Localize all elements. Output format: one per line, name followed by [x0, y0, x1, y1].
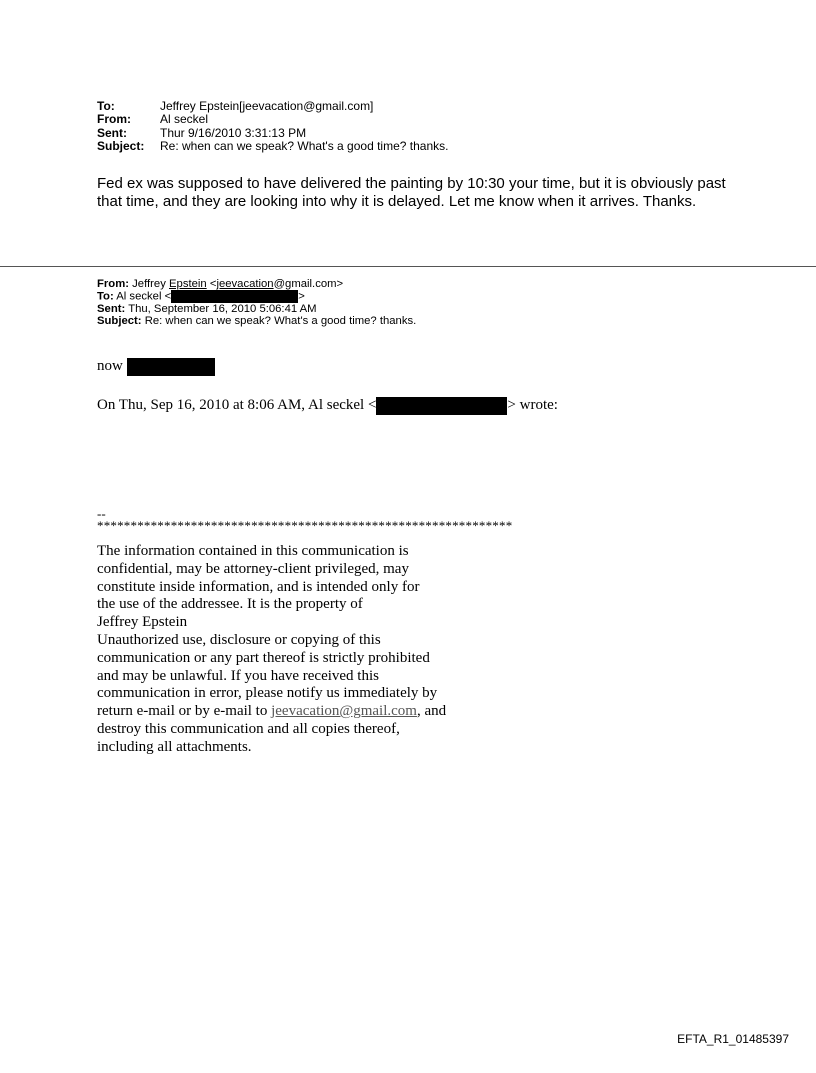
header-subject-row — [97, 140, 448, 153]
subject-value: Re: when can we speak? What's a good time? thanks. — [160, 139, 449, 154]
disclaimer-line: including all attachments. — [97, 738, 252, 755]
disclaimer-line: Jeffrey Epstein — [97, 614, 188, 631]
header-from-row — [97, 113, 448, 126]
header-sent-row — [97, 127, 448, 140]
email-link[interactable]: jeevacation@gmail.com — [271, 703, 417, 720]
sent-value: Thur 9/16/2010 3:31:13 PM — [160, 125, 307, 140]
quoted-from-email: jeevacation — [216, 278, 274, 290]
sent-label: Sent: — [97, 125, 127, 140]
disclaimer-line: and may be unlawful. If you have received this — [97, 667, 379, 684]
quoted-subject-row — [97, 315, 416, 327]
quoted-from-row — [97, 278, 416, 290]
disclaimer-line10-post: , and — [416, 703, 447, 720]
quoted-from-email-pre: < — [206, 278, 217, 290]
quoted-from-name-a: Jeffrey — [132, 278, 169, 290]
reply-text: now — [97, 358, 123, 374]
quoted-subject-value: Re: when can we speak? What's a good time? thanks. — [144, 315, 417, 328]
redaction-block — [127, 358, 215, 376]
quoted-to-post: > — [298, 290, 305, 303]
header-to-row — [97, 100, 448, 113]
disclaimer-line: the use of the addressee. It is the property of — [97, 596, 363, 613]
from-label: From: — [97, 112, 131, 127]
disclaimer-line: confidential, may be attorney-client privileged, may — [97, 560, 409, 577]
wrote-line — [97, 396, 558, 415]
disclaimer-line: communication or any part thereof is strictly prohibited — [97, 649, 430, 666]
quoted-sent-row — [97, 303, 416, 315]
disclaimer-line: Unauthorized use, disclosure or copying of this — [97, 631, 381, 648]
subject-label: Subject: — [97, 139, 145, 154]
message-body: Fed ex was supposed to have delivered the painting by 10:30 your time, but it is obviously past that time, and they are looking into why it is delayed. Let me know when it arrives. Thanks. — [97, 175, 726, 210]
signature-stars: ************************************************************** — [97, 518, 513, 533]
wrote-post: > wrote: — [507, 397, 558, 413]
quoted-to-pre: Al seckel < — [116, 290, 172, 303]
quoted-from-label: From: — [97, 278, 130, 290]
email-header — [97, 100, 448, 154]
quoted-to-label: To: — [97, 290, 114, 303]
disclaimer-line: destroy this communication and all copies thereof, — [97, 720, 400, 737]
disclaimer-line: constitute inside information, and is intended only for — [97, 578, 420, 595]
disclaimer-line — [97, 703, 497, 721]
to-label: To: — [97, 99, 115, 113]
quoted-from-email-post: @gmail.com> — [273, 278, 344, 290]
quoted-subject-label: Subject: — [97, 315, 142, 328]
to-value: Jeffrey Epstein[jeevacation@gmail.com] — [160, 99, 374, 113]
quoted-header — [97, 278, 416, 328]
disclaimer-line: The information contained in this communication is — [97, 543, 409, 559]
wrote-pre: On Thu, Sep 16, 2010 at 8:06 AM, Al seckel < — [97, 397, 377, 413]
quoted-sent-value: Thu, September 16, 2010 5:06:41 AM — [128, 303, 317, 316]
disclaimer-line10-pre: return e-mail or by e-mail to — [97, 703, 272, 720]
quoted-sent-label: Sent: — [97, 303, 126, 316]
reply-line — [97, 357, 215, 376]
quoted-to-row — [97, 290, 416, 303]
redaction-block — [376, 397, 507, 415]
disclaimer-line: communication in error, please notify us immediately by — [97, 685, 438, 702]
disclaimer — [97, 543, 497, 757]
document-id: EFTA_R1_01485397 — [677, 1032, 789, 1046]
quoted-from-name-b: Epstein — [169, 278, 207, 290]
signature-dash: -- — [97, 506, 106, 521]
divider-line — [0, 266, 816, 267]
redaction-block — [171, 290, 298, 303]
from-value: Al seckel — [160, 112, 209, 127]
